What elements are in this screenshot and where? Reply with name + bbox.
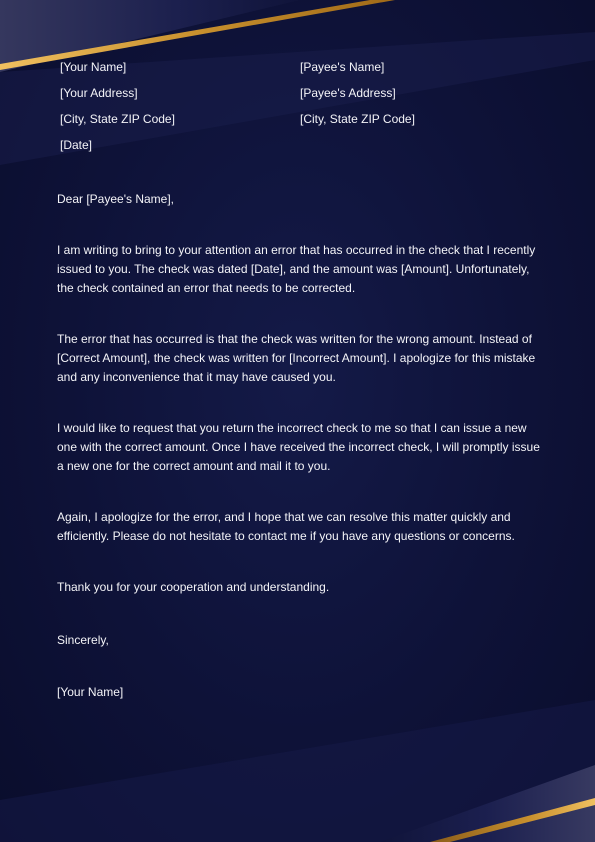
- recipient-address: [Payee's Address]: [300, 86, 396, 100]
- body-paragraph-3: I would like to request that you return the incorrect check to me so that I can issue a new one with the correct amount. Once I have received the incorrect check, I will promptly issue a new one for the correct amount and mail it to you.: [57, 421, 540, 473]
- recipient-city-state-zip: [City, State ZIP Code]: [300, 112, 415, 126]
- body-paragraph-1: I am writing to bring to your attention an error that has occurred in the check that I recently issued to you. The check was dated [Date], and the amount was [Amount]. Unfortunately, the check contained an error that needs to be corrected.: [57, 243, 536, 295]
- letter-date: [Date]: [60, 138, 93, 152]
- sender-name: [Your Name]: [60, 60, 127, 74]
- recipient-name: [Payee's Name]: [300, 60, 385, 74]
- sender-address: [Your Address]: [60, 86, 138, 100]
- body-paragraph-4: Again, I apologize for the error, and I hope that we can resolve this matter quickly and efficiently. Please do not hesitate to contact me if you have any questions or concerns.: [57, 510, 515, 543]
- body-paragraph-5: Thank you for your cooperation and understanding.: [57, 580, 330, 594]
- signature-name: [Your Name]: [57, 685, 124, 699]
- body-paragraph-2: The error that has occurred is that the check was written for the wrong amount. Instead of [Correct Amount], the check was written for [Incorrect Amount]. I apologize for this mistake and any inconvenience that it may have caused you.: [57, 332, 536, 384]
- sender-city-state-zip: [City, State ZIP Code]: [60, 112, 175, 126]
- closing: Sincerely,: [57, 633, 109, 647]
- salutation: Dear [Payee's Name],: [57, 192, 175, 206]
